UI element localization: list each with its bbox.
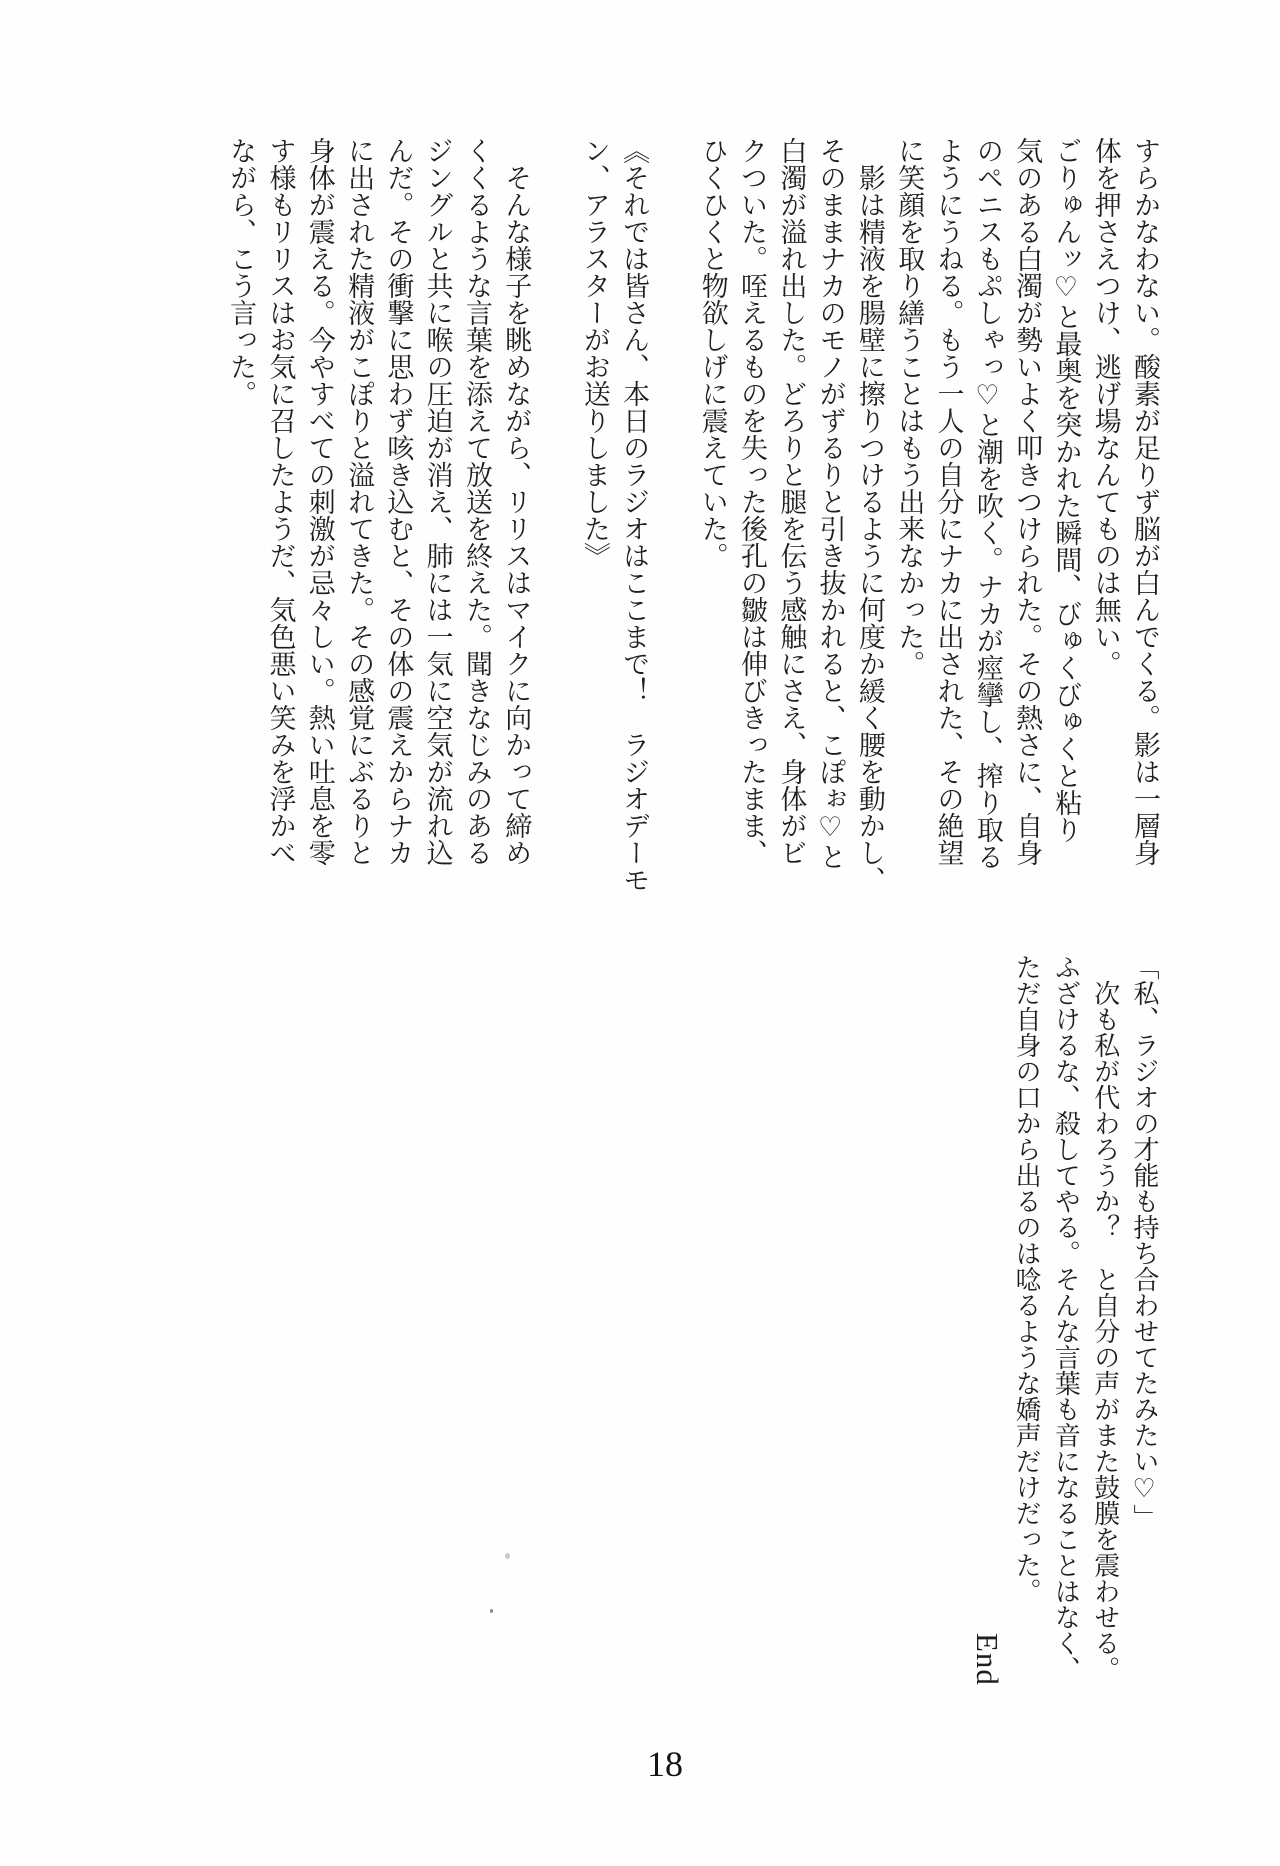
paragraph-separator	[653, 137, 692, 878]
text-column: クついた。咥えるものを失った後孔の皺は伸びきったまま、	[737, 137, 768, 866]
text-column: 「私、ラジオの才能も持ち合わせてたみたい♡」	[1130, 954, 1159, 1530]
text-column: ジングルと共に喉の圧迫が消え、肺には一気に空気が流れ込	[422, 137, 453, 866]
end-mark: End	[969, 1633, 1005, 1686]
paragraph-separator	[535, 137, 574, 878]
text-column: ひくひくと物欲しげに震えていた。	[697, 137, 728, 569]
text-column: に笑顔を取り繕うことはもう出来なかった。	[894, 137, 925, 677]
text-column: ふざけるな、殺してやる。そんな言葉も音になることはなく、	[1051, 954, 1081, 1682]
text-column: 白濁が溢れ出した。どろりと腿を伝う感触にさえ、身体がビ	[776, 137, 807, 866]
text-column: すらかなわない。酸素が足りず脳が白んでくる。影は一層身	[1130, 137, 1160, 866]
main-text-block	[221, 137, 1164, 893]
text-column: ただ自身の口から出るのは唸るような嬌声だけだった。	[1012, 954, 1042, 1604]
text-column: 《それでは皆さん、本日のラジオはここまで！ ラジオデーモ	[619, 137, 650, 893]
scan-speck	[490, 1609, 493, 1613]
text-column: 身体が震える。今やすべての刺激が忌々しい。熱い吐息を零	[304, 137, 335, 866]
text-column: 次も私が代わろうか？ と自分の声がまた鼓膜を震わせる。	[1090, 954, 1120, 1682]
page-number: 18	[647, 1744, 683, 1784]
text-column: ながら、こう言った。	[226, 137, 257, 407]
text-column: んだ。その衝撃に思わず咳き込むと、その体の震えからナカ	[383, 137, 414, 866]
text-column: のペニスもぷしゃっ♡と潮を吹く。ナカが痙攣し、搾り取る	[972, 137, 1003, 870]
text-column: ようにうねる。もう一人の自分にナカに出された、その絶望	[933, 137, 964, 866]
text-column: 気のある白濁が勢いよく叩きつけられた。その熱さに、自身	[1012, 137, 1043, 866]
text-column: くくるような言葉を添えて放送を終えた。聞きなじみのある	[461, 137, 492, 866]
text-column: 体を押さえつけ、逃げ場なんてものは無い。	[1090, 137, 1121, 677]
text-column: す様もリリスはお気に召したようだ、気色悪い笑みを浮かべ	[265, 137, 296, 866]
text-column: に出された精液がこぽりと溢れてきた。その感覚にぶるりと	[344, 137, 375, 866]
scan-speck	[505, 1553, 510, 1559]
text-column: そのままナカのモノがずるりと引き抜かれると、こぽぉ♡と	[815, 137, 846, 870]
text-column: そんな様子を眺めながら、リリスはマイクに向かって締め	[501, 137, 532, 866]
text-column: 影は精液を腸壁に擦りつけるように何度か緩く腰を動かし、	[854, 137, 885, 893]
closing-text-block	[968, 954, 1164, 1686]
text-column: ごりゅんッ♡と最奥を突かれた瞬間、びゅくびゅくと粘り	[1051, 137, 1082, 843]
text-column: ン、アラスターがお送りしました》	[579, 137, 610, 569]
